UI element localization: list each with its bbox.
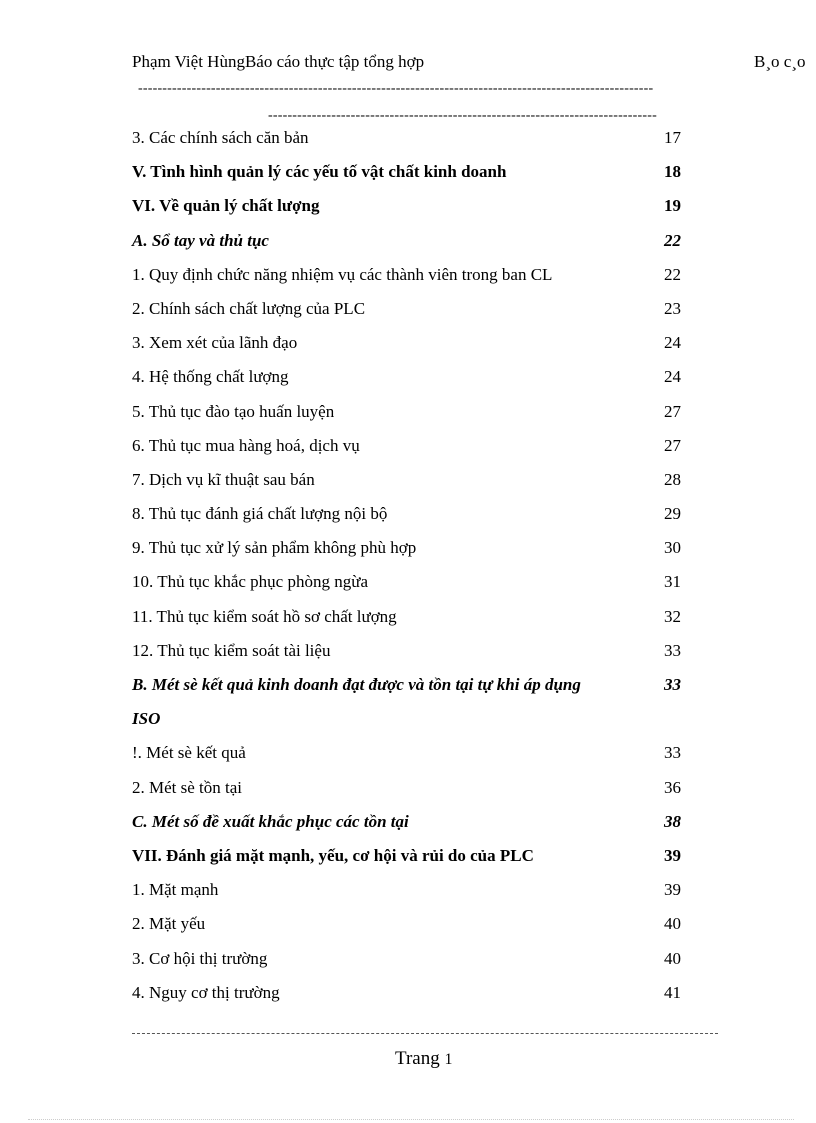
- toc-entry-title: 11. Thủ tục kiểm soát hồ sơ chất lượng: [132, 606, 397, 626]
- toc-entry-title: VI. Về quản lý chất lượng: [132, 196, 320, 216]
- toc-entry-page: 23: [664, 298, 681, 318]
- toc-entry-page: 40: [664, 948, 681, 968]
- toc-entry-page: 17: [664, 128, 681, 147]
- toc-entry-title: 6. Thủ tục mua hàng hoá, dịch vụ: [132, 435, 360, 455]
- header-dash-line-1: ----------------------------------------------------------------------------------------------------------: [138, 82, 654, 96]
- toc-entry: [132, 907, 692, 941]
- toc-entry: [132, 395, 692, 429]
- toc-entry-title: 1. Quy định chức năng nhiệm vụ các thành viên trong ban CL: [132, 264, 553, 284]
- toc-entry: [132, 258, 692, 292]
- toc-entry-title: A. Sổ tay và thủ tục: [132, 230, 269, 250]
- footer-page: 1: [444, 1051, 453, 1068]
- toc-entry-title: 2. Chính sách chất lượng của PLC: [132, 298, 366, 318]
- toc-entry-page: 22: [664, 264, 681, 284]
- header-right-text: B¸o c¸o: [754, 52, 806, 71]
- toc-entry: [132, 702, 692, 736]
- toc-entry-page: 29: [664, 504, 681, 524]
- toc-entry: [132, 189, 692, 223]
- toc-entry-title: B. Mét sè kết quả kinh doanh đạt được và tồn tại tự khi áp dụng: [132, 675, 581, 694]
- toc-entry: [132, 771, 692, 805]
- toc-entry-page: 24: [664, 367, 681, 387]
- toc-entry: [132, 668, 692, 702]
- toc-entry-page: 18: [664, 162, 681, 182]
- toc-entry-title: !. Mét sè kết quả: [132, 743, 246, 763]
- toc-entry-title: 3. Xem xét của lãnh đạo: [132, 333, 298, 353]
- toc-entry: [132, 155, 692, 189]
- toc-entry-page: 39: [664, 845, 681, 865]
- toc-entry-page: 19: [664, 196, 681, 216]
- toc-entry: [132, 634, 692, 668]
- toc-entry-title: 3. Các chính sách căn bản: [132, 128, 309, 147]
- toc-entry: [132, 497, 692, 531]
- toc-entry-title: 4. Hệ thống chất lượng: [132, 367, 289, 387]
- toc-entry-page: 22: [664, 230, 681, 250]
- toc-entry-title: V. Tình hình quản lý các yếu tố vật chất kinh doanh: [132, 162, 507, 182]
- toc-entry-title: 5. Thủ tục đào tạo huấn luyện: [132, 401, 335, 421]
- toc-entry: [132, 736, 692, 770]
- toc-entry: [132, 360, 692, 394]
- toc-entry-page: 38: [664, 811, 681, 831]
- toc-entry-page: 32: [664, 606, 681, 626]
- toc-entry-page: 40: [664, 914, 681, 934]
- toc-entry: [132, 565, 692, 599]
- toc-entry-page: 24: [664, 333, 681, 353]
- toc-entry-page: 33: [664, 675, 681, 694]
- toc-entry-title: 10. Thủ tục khắc phục phòng ngừa: [132, 572, 368, 592]
- toc-entry: [132, 429, 692, 463]
- toc-entry-page: 33: [664, 640, 681, 660]
- toc-entry-title: 3. Cơ hội thị trường: [132, 948, 268, 968]
- toc-entry-title: ISO: [132, 709, 161, 729]
- toc-entry-title: 9. Thủ tục xử lý sản phẩm không phù hợp: [132, 538, 417, 558]
- table-of-contents: [132, 121, 692, 1010]
- toc-entry-page: 33: [664, 743, 681, 763]
- toc-entry: [132, 224, 692, 258]
- toc-entry-page: 27: [664, 435, 681, 455]
- toc-entry-title: C. Mét số đề xuất khắc phục các tồn tại: [132, 811, 409, 831]
- toc-entry: [132, 976, 692, 1010]
- toc-entry-title: 8. Thủ tục đánh giá chất lượng nội bộ: [132, 504, 388, 524]
- toc-entry-page: 41: [664, 982, 681, 1002]
- toc-entry-page: 30: [664, 538, 681, 558]
- toc-entry-page: 27: [664, 401, 681, 421]
- toc-entry: [132, 292, 692, 326]
- toc-entry-title: 7. Dịch vụ kĩ thuật sau bán: [132, 469, 315, 489]
- toc-entry-page: 36: [664, 777, 681, 797]
- header-author-title: Phạm Việt HùngBáo cáo thực tập tổng hợp: [132, 52, 425, 71]
- toc-entry: [132, 121, 692, 155]
- toc-entry: [132, 600, 692, 634]
- toc-entry: [132, 839, 692, 873]
- toc-entry: [132, 531, 692, 565]
- toc-entry: [132, 463, 692, 497]
- toc-entry-title: 12. Thủ tục kiểm soát tài liệu: [132, 640, 331, 660]
- bottom-border: [28, 1119, 794, 1120]
- toc-entry: [132, 873, 692, 907]
- toc-entry-title: 1. Mặt mạnh: [132, 880, 219, 900]
- toc-entry-title: VII. Đánh giá mặt mạnh, yếu, cơ hội và rủi do của PLC: [132, 845, 534, 865]
- toc-entry: [132, 326, 692, 360]
- toc-entry-title: 2. Mặt yếu: [132, 914, 206, 934]
- toc-entry: [132, 805, 692, 839]
- header-dash-line-2: --------------------------------------------------------------------------------: [268, 109, 657, 123]
- toc-entry-title: 4. Nguy cơ thị trường: [132, 982, 280, 1002]
- footer-page-number: [395, 1048, 452, 1070]
- footer-divider: [132, 1033, 718, 1034]
- toc-entry-page: 31: [664, 572, 681, 592]
- footer-label: Trang: [395, 1048, 445, 1069]
- toc-entry-page: 28: [664, 469, 681, 489]
- toc-entry: [132, 942, 692, 976]
- toc-entry-page: 39: [664, 880, 681, 900]
- toc-entry-title: 2. Mét sè tồn tại: [132, 777, 243, 797]
